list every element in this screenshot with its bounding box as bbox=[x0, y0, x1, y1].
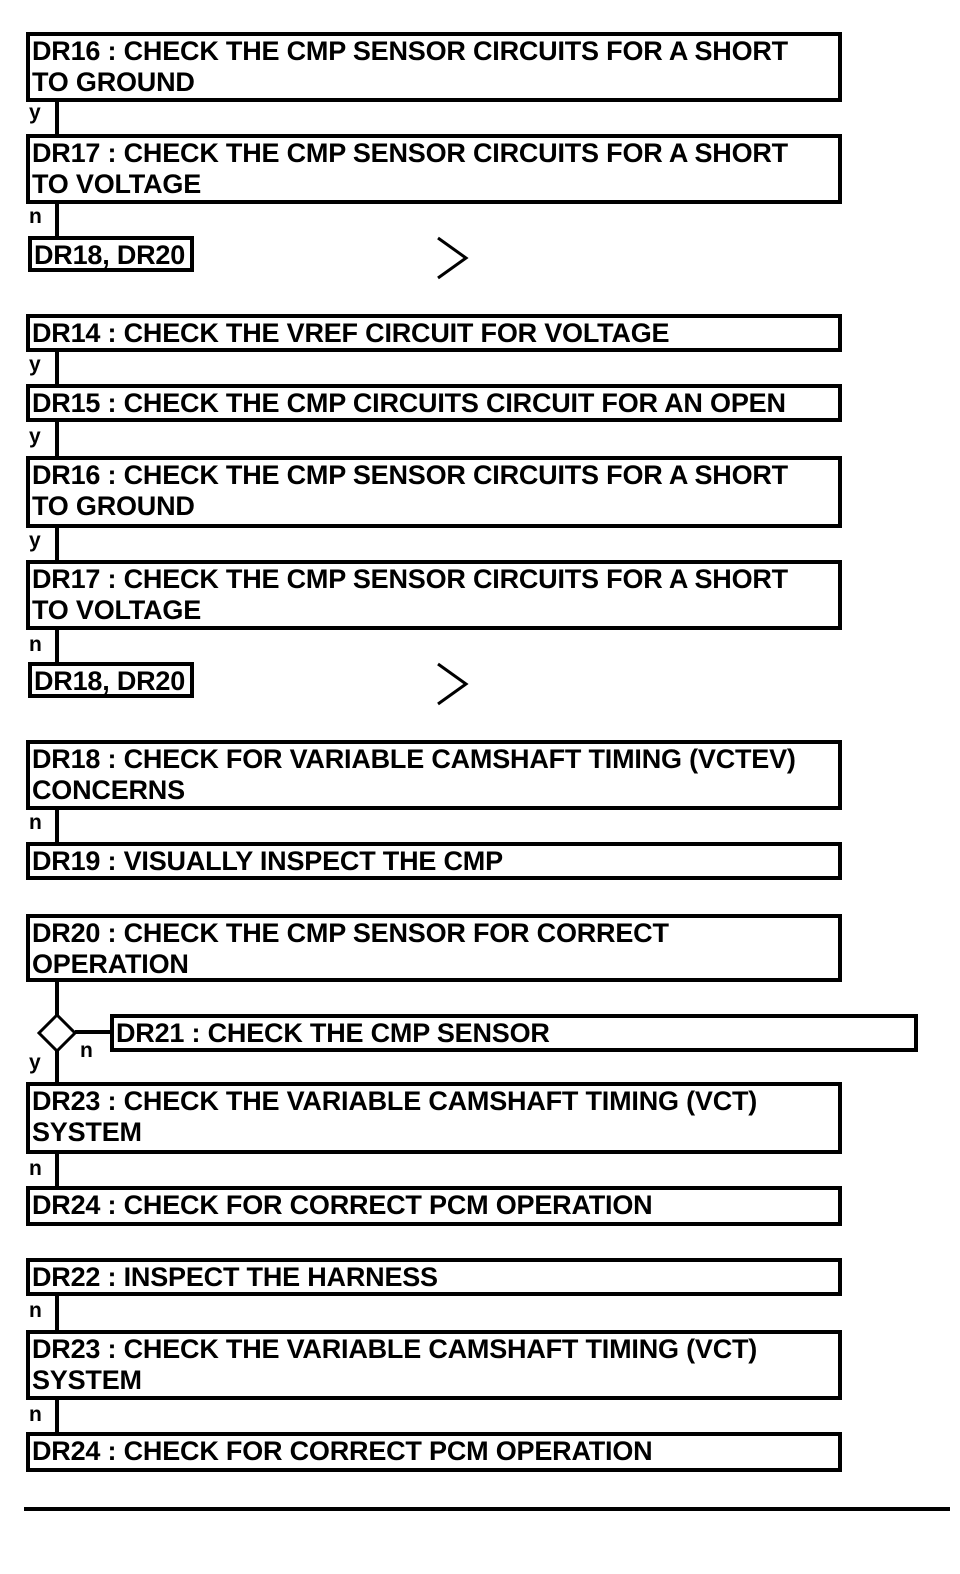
connector-label-no: n bbox=[29, 205, 42, 228]
connector-label-yes: y bbox=[29, 101, 41, 124]
branch-line bbox=[75, 1030, 111, 1034]
connector-label-no: n bbox=[29, 811, 42, 834]
connector-line bbox=[55, 420, 59, 458]
connector-line bbox=[55, 628, 59, 664]
connector-label-yes: y bbox=[29, 529, 41, 552]
continue-chevron-icon bbox=[436, 662, 470, 708]
step-dr14-box: DR14 : CHECK THE VREF CIRCUIT FOR VOLTAGE bbox=[26, 314, 842, 352]
step-dr17-box: DR17 : CHECK THE CMP SENSOR CIRCUITS FOR A SHORT TO VOLTAGE bbox=[26, 560, 842, 630]
step-dr23-box: DR23 : CHECK THE VARIABLE CAMSHAFT TIMING (VCT) SYSTEM bbox=[26, 1330, 842, 1400]
step-dr21-box: DR21 : CHECK THE CMP SENSOR bbox=[110, 1014, 918, 1052]
connector-line bbox=[55, 1398, 59, 1434]
connector-line bbox=[55, 808, 59, 844]
connector-label-yes: y bbox=[29, 425, 41, 448]
branch-label-no: n bbox=[80, 1039, 93, 1062]
step-dr22-box: DR22 : INSPECT THE HARNESS bbox=[26, 1258, 842, 1296]
connector-label-yes: y bbox=[29, 1051, 41, 1074]
connector-line bbox=[55, 1152, 59, 1188]
step-dr24-box: DR24 : CHECK FOR CORRECT PCM OPERATION bbox=[26, 1186, 842, 1226]
step-dr17-box: DR17 : CHECK THE CMP SENSOR CIRCUITS FOR A SHORT TO VOLTAGE bbox=[26, 134, 842, 204]
connector-label-no: n bbox=[29, 1299, 42, 1322]
step-dr16-box: DR16 : CHECK THE CMP SENSOR CIRCUITS FOR A SHORT TO GROUND bbox=[26, 456, 842, 528]
connector-line bbox=[55, 526, 59, 562]
connector-line bbox=[55, 100, 59, 136]
connector-label-no: n bbox=[29, 1403, 42, 1426]
step-dr18-box: DR18 : CHECK FOR VARIABLE CAMSHAFT TIMING (VCTEV) CONCERNS bbox=[26, 740, 842, 810]
decision-diamond-icon bbox=[37, 1013, 77, 1053]
step-dr23-box: DR23 : CHECK THE VARIABLE CAMSHAFT TIMING (VCT) SYSTEM bbox=[26, 1082, 842, 1154]
bottom-divider bbox=[24, 1507, 950, 1511]
step-dr20-box: DR20 : CHECK THE CMP SENSOR FOR CORRECT OPERATION bbox=[26, 914, 842, 982]
step-dr24-box: DR24 : CHECK FOR CORRECT PCM OPERATION bbox=[26, 1432, 842, 1472]
connector-line bbox=[55, 202, 59, 238]
connector-line bbox=[55, 1294, 59, 1332]
step-dr18-dr20-box: DR18, DR20 bbox=[28, 662, 194, 698]
continue-chevron-icon bbox=[436, 236, 470, 282]
connector-label-no: n bbox=[29, 633, 42, 656]
step-dr18-dr20-box: DR18, DR20 bbox=[28, 236, 194, 272]
connector-label-no: n bbox=[29, 1157, 42, 1180]
connector-line bbox=[55, 350, 59, 386]
step-dr19-box: DR19 : VISUALLY INSPECT THE CMP bbox=[26, 842, 842, 880]
step-dr15-box: DR15 : CHECK THE CMP CIRCUITS CIRCUIT FOR AN OPEN bbox=[26, 384, 842, 422]
connector-label-yes: y bbox=[29, 353, 41, 376]
step-dr16-box: DR16 : CHECK THE CMP SENSOR CIRCUITS FOR A SHORT TO GROUND bbox=[26, 32, 842, 102]
